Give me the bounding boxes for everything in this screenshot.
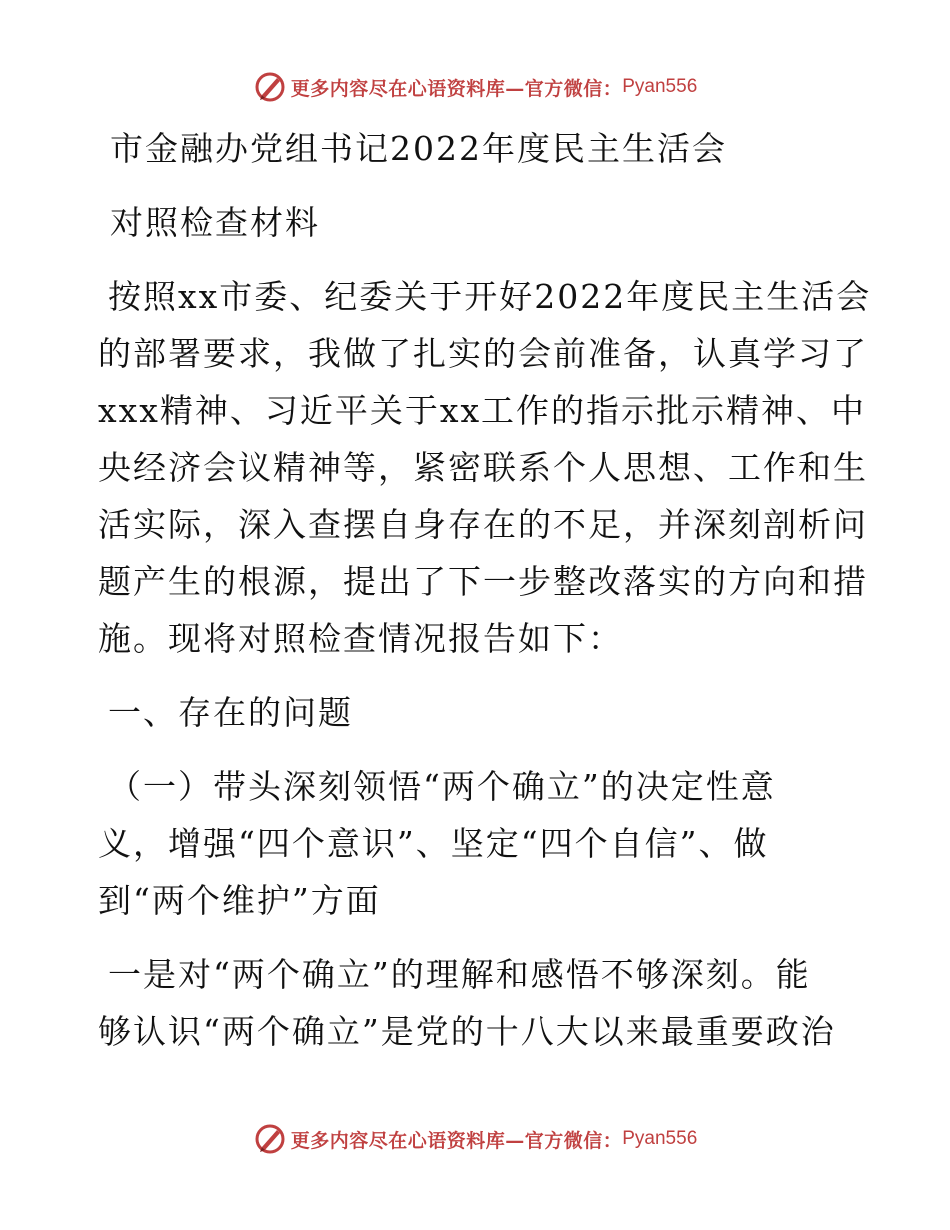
body-paragraph-line: 一是对“两个确立”的理解和感悟不够深刻。能 bbox=[108, 955, 811, 994]
subsection-heading-line: 到“两个维护”方面 bbox=[98, 881, 381, 920]
intro-paragraph-line: xxx精神、习近平关于xx工作的指示批示精神、中 bbox=[98, 391, 867, 430]
intro-paragraph-line: 的部署要求，我做了扎实的会前准备，认真学习了 bbox=[98, 334, 868, 373]
intro-paragraph-line: 活实际，深入查摆自身存在的不足，并深刻剖析问 bbox=[98, 505, 868, 544]
subsection-heading-line: 义，增强“四个意识”、坚定“四个自信”、做 bbox=[98, 824, 769, 863]
watermark-banner-bottom bbox=[0, 1122, 950, 1156]
document-title-line-1: 市金融办党组书记2022年度民主生活会 bbox=[110, 129, 727, 168]
watermark-text: 更多内容尽在心语资料库—官方微信： bbox=[290, 1129, 623, 1152]
pen-logo-icon bbox=[253, 70, 287, 104]
intro-paragraph-line: 央经济会议精神等，紧密联系个人思想、工作和生 bbox=[98, 448, 868, 487]
intro-paragraph-line: 按照xx市委、纪委关于开好2022年度民主生活会 bbox=[108, 277, 872, 316]
watermark-banner-inner bbox=[253, 70, 698, 104]
section-heading: 一、存在的问题 bbox=[108, 693, 353, 732]
watermark-contact: Pyan556 bbox=[622, 76, 698, 97]
watermark-text: 更多内容尽在心语资料库—官方微信： bbox=[290, 77, 623, 100]
watermark-banner-top bbox=[0, 70, 950, 104]
watermark-banner-inner bbox=[253, 1122, 698, 1156]
intro-paragraph-line: 施。现将对照检查情况报告如下： bbox=[98, 619, 623, 658]
document-title-line-2: 对照检查材料 bbox=[110, 203, 320, 242]
document-body bbox=[98, 120, 872, 1060]
subsection-heading-line: （一）带头深刻领悟“两个确立”的决定性意 bbox=[108, 767, 776, 806]
body-paragraph-line: 够认识“两个确立”是党的十八大以来最重要政治 bbox=[98, 1012, 836, 1051]
intro-paragraph-line: 题产生的根源，提出了下一步整改落实的方向和措 bbox=[98, 562, 868, 601]
watermark-contact: Pyan556 bbox=[622, 1128, 698, 1149]
pen-logo-icon bbox=[253, 1122, 287, 1156]
